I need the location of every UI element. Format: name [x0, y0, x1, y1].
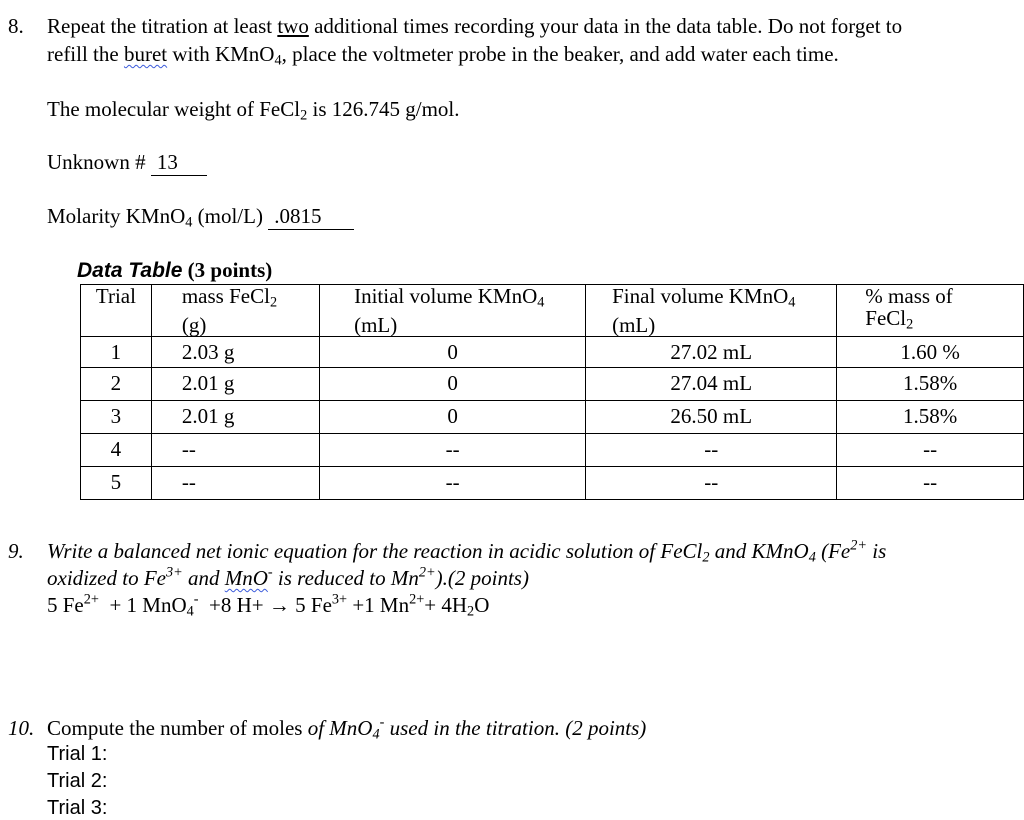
header-trial: Trial — [81, 285, 152, 337]
cell-initial: -- — [320, 466, 586, 499]
header-mass: mass FeCl$_2$ (g) — [151, 285, 319, 337]
cell-initial: 0 — [320, 367, 586, 400]
question-8-line-1: Repeat the titration at least two additional times recording your data in the data table. Do not forget to — [47, 14, 903, 38]
molarity-value: .0815 — [268, 204, 354, 230]
cell-mass: -- — [151, 466, 319, 499]
cell-pct: -- — [837, 466, 1024, 499]
cell-final: 27.04 mL — [586, 367, 837, 400]
question-10-prompt: Compute the number of moles of MnO$_4$- used in the titration. (2 points) — [47, 714, 647, 743]
header-percent-mass: % mass of FeCl$_2$ — [837, 285, 1024, 337]
table-row — [81, 466, 1024, 499]
header-final-volume: Final volume KMnO$_4$ (mL) — [586, 285, 837, 337]
cell-pct: 1.60 % — [837, 336, 1024, 367]
cell-final: -- — [586, 466, 837, 499]
cell-mass: 2.01 g — [151, 367, 319, 400]
question-9-line-2: oxidized to $Fe^{3+}$ and MnO- is reduced to $Mn^{2+}).(2$ points) — [47, 564, 529, 590]
data-table — [80, 284, 1024, 500]
cell-mass: 2.03 g — [151, 336, 319, 367]
cell-mass: 2.01 g — [151, 400, 319, 433]
cell-initial: 0 — [320, 336, 586, 367]
emphasis-two: two — [277, 14, 309, 38]
cell-trial: 4 — [81, 433, 152, 466]
data-table-caption: Data Table (3 points) — [77, 258, 273, 282]
cell-pct: -- — [837, 433, 1024, 466]
cell-trial: 2 — [81, 367, 152, 400]
trial-2-label: Trial 2: — [47, 770, 108, 792]
table-row — [81, 400, 1024, 433]
trial-3-label: Trial 3: — [47, 797, 108, 819]
molecular-weight-statement: The molecular weight of FeCl$_2$ is 126.745 g/mol. — [47, 97, 460, 124]
table-row — [81, 433, 1024, 466]
net-ionic-equation-answer: 5 $Fe^{2+} + 1$ MnO$_4$- +8 H+ → 5 $Fe^{3+} +1$ $Mn^{2+}+ 4H_2O$ — [47, 591, 490, 620]
cell-final: -- — [586, 433, 837, 466]
unknown-label: Unknown # — [47, 150, 151, 174]
cell-trial: 5 — [81, 466, 152, 499]
molarity-row: Molarity KMnO$_4$ (mol/L) .0815 — [47, 204, 354, 232]
cell-trial: 3 — [81, 400, 152, 433]
question-10-number: 10. — [8, 716, 35, 740]
table-row — [81, 367, 1024, 400]
cell-initial: 0 — [320, 400, 586, 433]
cell-trial: 1 — [81, 336, 152, 367]
cell-pct: 1.58% — [837, 367, 1024, 400]
trial-1-label: Trial 1: — [47, 743, 108, 765]
spellcheck-buret: buret — [123, 42, 168, 66]
header-initial-volume: Initial volume KMnO$_4$ (mL) — [320, 285, 586, 337]
unknown-number-row — [47, 150, 207, 176]
question-8-number: 8. — [8, 14, 24, 38]
cell-final: 27.02 mL — [586, 336, 837, 367]
cell-pct: 1.58% — [837, 400, 1024, 433]
question-9-number: 9. — [8, 539, 24, 563]
question-9-line-1: Write a balanced net ionic equation for the reaction in acidic solution of FeCl$_2$ and KMnO$_4$ ($Fe^{2+}$ is — [47, 537, 887, 566]
question-8-line-2: refill the buret with KMnO$_4$, place the voltmeter probe in the beaker, and add water each time. — [47, 42, 839, 69]
cell-mass: -- — [151, 433, 319, 466]
reaction-arrow-icon: → — [268, 593, 290, 617]
unknown-value: 13 — [151, 150, 207, 176]
cell-final: 26.50 mL — [586, 400, 837, 433]
spellcheck-mno: MnO — [224, 566, 268, 590]
cell-initial: -- — [320, 433, 586, 466]
table-row — [81, 336, 1024, 367]
